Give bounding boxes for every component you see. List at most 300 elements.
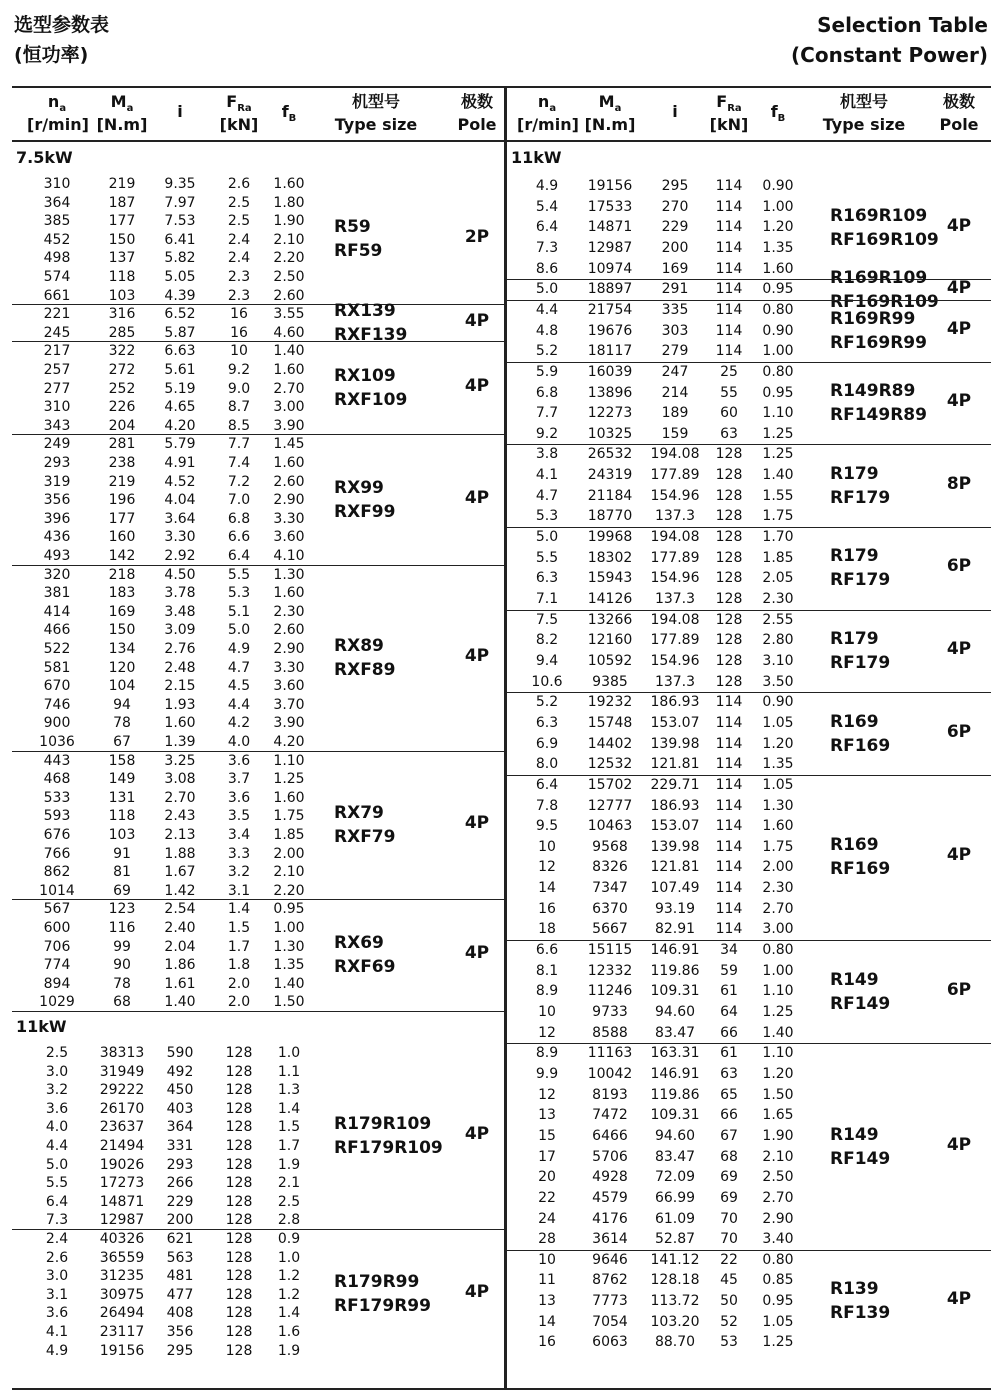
- cell-fra: 5.1: [227, 603, 251, 620]
- type-size-name: RF169R109: [830, 291, 939, 312]
- cell-fra: 7.4: [227, 455, 251, 471]
- cell-fra: 128: [715, 591, 743, 607]
- cell-i: 5.79: [164, 436, 196, 453]
- cell-na: 1014: [39, 882, 75, 899]
- cell-fb: 1.4: [277, 1100, 301, 1117]
- cell-fra: 114: [715, 735, 743, 752]
- cell-fra: 59: [720, 962, 738, 979]
- cell-fra: 128: [225, 1175, 253, 1192]
- type-size-name: R169: [830, 835, 879, 856]
- cell-na: 533: [43, 789, 71, 806]
- type-size-name: R139: [830, 1279, 879, 1300]
- cell-ma: 238: [108, 455, 136, 471]
- cell-fb: 0.80: [762, 301, 794, 318]
- cell-ma: 149: [108, 771, 136, 788]
- pole-cell: 6P: [946, 556, 972, 577]
- cell-i: 2.15: [164, 678, 196, 695]
- header-i-letter: i: [672, 102, 678, 121]
- cell-ma: 12987: [587, 239, 633, 256]
- cell-ma: 26494: [99, 1305, 145, 1322]
- cell-ma: 31949: [99, 1063, 145, 1080]
- cell-i: 137.3: [654, 508, 696, 525]
- cell-fra: 2.5: [227, 213, 251, 230]
- cell-i: 139.98: [650, 838, 700, 855]
- header-na: [517, 88, 577, 140]
- header-fra-subscript: Ra: [237, 103, 252, 115]
- type-size-name: RF179: [830, 570, 891, 591]
- cell-ma: 21494: [99, 1138, 145, 1154]
- header-fb: [748, 88, 808, 140]
- header-na-unit: [r/min]: [517, 115, 579, 134]
- cell-ma: 118: [108, 808, 136, 825]
- cell-i: 9.35: [164, 176, 196, 192]
- cell-fra: 4.5: [227, 678, 251, 695]
- cell-fb: 3.30: [273, 659, 305, 676]
- cell-ma: 9646: [592, 1251, 628, 1268]
- header-na-unit: [r/min]: [27, 115, 89, 134]
- header-na-subscript: a: [549, 103, 557, 115]
- cell-na: 522: [43, 641, 71, 657]
- cell-na: 4.0: [45, 1119, 69, 1136]
- header-pole-cn: 极数: [460, 92, 493, 111]
- cell-na: 1036: [39, 734, 75, 750]
- cell-ma: 4928: [592, 1169, 628, 1186]
- left-table: [12, 86, 506, 1390]
- cell-fb: 0.90: [762, 694, 794, 711]
- cell-fb: 2.90: [273, 641, 305, 657]
- pole-cell: 2P: [464, 227, 490, 248]
- header-ma-subscript: a: [614, 103, 622, 115]
- cell-fb: 1.05: [762, 714, 794, 731]
- cell-i: 1.93: [164, 696, 196, 713]
- cell-i: 279: [661, 343, 689, 360]
- cell-na: 13: [538, 1107, 556, 1124]
- cell-fb: 0.80: [762, 942, 794, 959]
- cell-i: 2.40: [164, 920, 196, 936]
- cell-ma: 7472: [592, 1107, 628, 1124]
- type-size-name: R149R89: [830, 381, 916, 402]
- cell-fra: 128: [225, 1138, 253, 1154]
- cell-ma: 219: [108, 473, 136, 490]
- cell-na: 468: [43, 771, 71, 788]
- cell-fra: 128: [225, 1119, 253, 1136]
- cell-na: 676: [43, 827, 71, 843]
- cell-fb: 0.95: [762, 1293, 794, 1310]
- cell-ma: 10592: [587, 652, 633, 669]
- cell-na: 414: [43, 603, 71, 620]
- cell-na: 10: [538, 1251, 556, 1268]
- cell-i: 2.92: [164, 548, 196, 564]
- cell-i: 186.93: [650, 797, 700, 814]
- cell-fra: 66: [720, 1107, 738, 1124]
- cell-ma: 196: [108, 492, 136, 509]
- cell-fra: 114: [715, 694, 743, 711]
- cell-fb: 1.10: [762, 1045, 794, 1062]
- cell-fra: 10: [230, 343, 248, 360]
- cell-i: 6.63: [164, 343, 196, 360]
- header-i-symbol: [645, 102, 705, 122]
- cell-fra: 128: [715, 467, 743, 484]
- cell-i: 139.98: [650, 735, 700, 752]
- cell-na: 385: [43, 213, 71, 230]
- type-size-cell: [830, 379, 927, 427]
- cell-fb: 2.60: [273, 473, 305, 490]
- cell-ma: 14402: [587, 735, 633, 752]
- cell-na: 4.9: [535, 178, 559, 194]
- cell-na: 3.0: [45, 1268, 69, 1285]
- cell-i: 7.53: [164, 213, 196, 230]
- cell-na: 498: [43, 250, 71, 267]
- cell-fra: 9.0: [227, 380, 251, 397]
- type-size-name: R179: [830, 628, 879, 649]
- cell-fb: 2.90: [273, 492, 305, 509]
- cell-fb: 2.30: [273, 603, 305, 620]
- cell-ma: 13266: [587, 611, 633, 628]
- cell-fra: 5.3: [227, 585, 251, 602]
- cell-fb: 2.00: [762, 859, 794, 876]
- cell-na: 894: [43, 975, 71, 992]
- cell-fra: 128: [715, 652, 743, 669]
- cell-na: 22: [538, 1189, 556, 1206]
- cell-ma: 81: [113, 864, 131, 881]
- cell-i: 6.41: [164, 231, 196, 248]
- pole-cell: 4P: [946, 1289, 972, 1310]
- cell-fb: 1.10: [762, 983, 794, 1000]
- cell-na: 9.4: [535, 652, 559, 669]
- cell-fra: 2.5: [227, 194, 251, 211]
- cell-na: 343: [43, 417, 71, 434]
- cell-na: 4.4: [535, 301, 559, 318]
- cell-i: 83.47: [654, 1024, 696, 1041]
- type-size-name: RF179: [830, 652, 891, 673]
- cell-na: 17: [538, 1148, 556, 1165]
- header-fb-letter: f: [770, 102, 778, 121]
- cell-na: 8.9: [535, 1045, 559, 1062]
- cell-i: 146.91: [650, 1065, 700, 1082]
- type-size-name: RXF69: [334, 957, 396, 978]
- cell-ma: 40326: [99, 1231, 145, 1247]
- pole-cell: 8P: [946, 473, 972, 494]
- header-i-symbol: [150, 102, 210, 122]
- cell-fra: 114: [715, 343, 743, 360]
- cell-i: 303: [661, 322, 689, 339]
- cell-fra: 114: [715, 797, 743, 814]
- cell-fra: 3.3: [227, 845, 251, 862]
- cell-ma: 158: [108, 752, 136, 769]
- type-size-name: RXF79: [334, 827, 396, 847]
- cell-i: 4.52: [164, 473, 196, 490]
- cell-na: 396: [43, 510, 71, 527]
- cell-fra: 114: [715, 838, 743, 855]
- cell-ma: 23117: [99, 1324, 145, 1340]
- cell-ma: 9385: [592, 673, 628, 690]
- type-size-name: RXF89: [334, 659, 396, 680]
- cell-fb: 2.60: [273, 287, 305, 304]
- cell-ma: 12532: [587, 756, 633, 773]
- cell-ma: 226: [108, 399, 136, 416]
- cell-na: 12: [538, 859, 556, 876]
- cell-fb: 1.05: [762, 1313, 794, 1330]
- cell-na: 8.9: [535, 983, 559, 1000]
- type-size-cell: [334, 215, 382, 263]
- cell-fra: 2.0: [227, 975, 251, 992]
- cell-i: 94.60: [654, 1004, 696, 1020]
- cell-i: 200: [166, 1212, 194, 1229]
- type-size-cell: [830, 1277, 890, 1325]
- cell-ma: 6370: [592, 900, 628, 917]
- cell-ma: 18897: [587, 281, 633, 298]
- type-size-name: RF169: [830, 859, 891, 880]
- cell-na: 13: [538, 1293, 556, 1310]
- header-ma-unit: [N.m]: [96, 115, 148, 134]
- cell-fra: 3.2: [227, 864, 251, 881]
- cell-i: 3.48: [164, 603, 196, 620]
- cell-na: 900: [43, 715, 71, 732]
- cell-fra: 128: [715, 632, 743, 649]
- type-size-name: RX109: [334, 365, 396, 386]
- cell-na: 746: [43, 696, 71, 713]
- cell-na: 2.4: [45, 1231, 69, 1247]
- type-size-name: RF179R99: [334, 1296, 431, 1317]
- cell-i: 621: [166, 1231, 194, 1247]
- cell-fra: 52: [720, 1313, 738, 1330]
- cell-i: 295: [661, 178, 689, 194]
- type-size-name: R59: [334, 217, 371, 238]
- type-size-name: RF169R99: [830, 332, 927, 353]
- cell-fra: 61: [720, 983, 738, 1000]
- cell-na: 6.3: [535, 714, 559, 731]
- cell-ma: 281: [108, 436, 136, 453]
- cell-fra: 128: [225, 1286, 253, 1303]
- cell-na: 436: [43, 529, 71, 546]
- type-size-name: RF139: [830, 1303, 891, 1324]
- cell-i: 72.09: [654, 1169, 696, 1186]
- cell-i: 403: [166, 1100, 194, 1117]
- cell-ma: 18302: [587, 549, 633, 566]
- cell-fra: 7.0: [227, 492, 251, 509]
- cell-fra: 63: [720, 425, 738, 442]
- cell-fb: 1.2: [277, 1286, 301, 1303]
- type-size-cell: [830, 462, 890, 510]
- cell-i: 146.91: [650, 942, 700, 959]
- cell-ma: 8588: [592, 1024, 628, 1041]
- cell-fb: 1.85: [762, 549, 794, 566]
- cell-na: 6.9: [535, 735, 559, 752]
- cell-fb: 2.70: [762, 1189, 794, 1206]
- cell-na: 581: [43, 659, 71, 676]
- header-type-size: [809, 88, 919, 140]
- cell-fra: 3.1: [227, 882, 251, 899]
- cell-fb: 1.00: [762, 962, 794, 979]
- cell-ma: 21184: [587, 487, 633, 504]
- cell-i: 291: [661, 281, 689, 298]
- cell-ma: 9568: [592, 838, 628, 855]
- cell-ma: 103: [108, 287, 136, 304]
- cell-na: 12: [538, 1086, 556, 1103]
- cell-ma: 17273: [99, 1175, 145, 1192]
- cell-i: 3.78: [164, 585, 196, 602]
- cell-ma: 322: [108, 343, 136, 360]
- cell-na: 310: [43, 399, 71, 416]
- pole-cell: 4P: [946, 277, 972, 298]
- cell-ma: 15943: [587, 570, 633, 587]
- cell-fra: 5.5: [227, 566, 251, 583]
- cell-fb: 1.25: [762, 425, 794, 442]
- pole-cell: 4P: [464, 375, 490, 396]
- section-divider: [12, 1011, 504, 1012]
- cell-i: 154.96: [650, 570, 700, 587]
- cell-fb: 2.60: [273, 622, 305, 639]
- cell-fb: 1.10: [273, 752, 305, 769]
- header-ma-letter: M: [110, 92, 127, 111]
- cell-na: 28: [538, 1231, 556, 1248]
- cell-fb: 1.9: [277, 1156, 301, 1173]
- cell-fb: 2.10: [273, 231, 305, 248]
- cell-i: 214: [661, 384, 689, 401]
- cell-i: 3.09: [164, 622, 196, 639]
- cell-fb: 1.00: [762, 343, 794, 360]
- type-size-cell: [334, 1270, 431, 1318]
- cell-fra: 4.0: [227, 734, 251, 750]
- cell-fb: 1.7: [277, 1138, 301, 1154]
- cell-na: 5.3: [535, 508, 559, 525]
- cell-na: 7.1: [535, 591, 559, 607]
- cell-fb: 1.5: [277, 1119, 301, 1136]
- cell-na: 8.6: [535, 260, 559, 277]
- type-size-name: R169: [830, 711, 879, 732]
- header-ma-subscript: a: [126, 103, 134, 115]
- cell-na: 20: [538, 1169, 556, 1186]
- type-size-name: RX139: [334, 300, 396, 321]
- cell-ma: 10463: [587, 818, 633, 835]
- cell-na: 466: [43, 622, 71, 639]
- cell-fb: 1.4: [277, 1305, 301, 1322]
- cell-fb: 1.1: [277, 1063, 301, 1080]
- cell-i: 61.09: [654, 1210, 696, 1227]
- cell-na: 221: [43, 306, 71, 323]
- cell-ma: 219: [108, 176, 136, 192]
- header-fra-letter: F: [716, 92, 728, 111]
- cell-fb: 1.60: [273, 455, 305, 471]
- cell-i: 492: [166, 1063, 194, 1080]
- cell-fb: 2.55: [762, 611, 794, 628]
- cell-ma: 10042: [587, 1065, 633, 1082]
- cell-na: 706: [43, 938, 71, 955]
- cell-fra: 6.4: [227, 548, 251, 564]
- cell-i: 93.19: [654, 900, 696, 917]
- cell-fb: 1.35: [762, 239, 794, 256]
- cell-ma: 142: [108, 548, 136, 564]
- cell-fra: 2.0: [227, 994, 251, 1011]
- cell-fra: 1.4: [227, 901, 251, 918]
- cell-i: 590: [166, 1045, 194, 1061]
- cell-i: 154.96: [650, 487, 700, 504]
- cell-fra: 128: [715, 529, 743, 546]
- pole-cell: 6P: [946, 721, 972, 742]
- cell-i: 450: [166, 1082, 194, 1099]
- cell-ma: 160: [108, 529, 136, 546]
- cell-i: 177.89: [650, 467, 700, 484]
- cell-fra: 128: [715, 611, 743, 628]
- cell-ma: 30975: [99, 1286, 145, 1303]
- header-fra-subscript: Ra: [727, 103, 742, 115]
- cell-fra: 128: [225, 1249, 253, 1266]
- cell-na: 249: [43, 436, 71, 453]
- cell-fra: 4.9: [227, 641, 251, 657]
- cell-i: 169: [661, 260, 689, 277]
- cell-na: 18: [538, 921, 556, 938]
- cell-fb: 1.30: [762, 797, 794, 814]
- cell-fra: 128: [225, 1100, 253, 1117]
- header-pole-en: Pole: [457, 115, 497, 134]
- cell-fb: 1.25: [762, 446, 794, 463]
- cell-na: 3.8: [535, 446, 559, 463]
- cell-fb: 1.25: [762, 1004, 794, 1020]
- cell-fra: 67: [720, 1127, 738, 1144]
- cell-na: 6.6: [535, 942, 559, 959]
- type-size-cell: [830, 833, 890, 881]
- header-ma: [580, 88, 640, 140]
- cell-fb: 1.0: [277, 1045, 301, 1061]
- cell-fra: 114: [715, 239, 743, 256]
- cell-fb: 4.20: [273, 734, 305, 750]
- cell-ma: 19232: [587, 694, 633, 711]
- cell-fra: 4.2: [227, 715, 251, 732]
- cell-ma: 18117: [587, 343, 633, 360]
- cell-fra: 114: [715, 178, 743, 194]
- cell-fra: 25: [720, 363, 738, 380]
- cell-i: 189: [661, 405, 689, 422]
- cell-fb: 3.60: [273, 529, 305, 546]
- cell-i: 229: [166, 1193, 194, 1210]
- header-fb-subscript: B: [288, 113, 297, 125]
- type-size-name: RX69: [334, 933, 384, 954]
- cell-fb: 1.20: [762, 219, 794, 236]
- type-size-cell: [334, 299, 407, 347]
- cell-fra: 114: [715, 301, 743, 318]
- cell-fb: 1.3: [277, 1082, 301, 1099]
- cell-fb: 2.50: [273, 269, 305, 285]
- title-en-line2: (Constant Power): [791, 43, 988, 67]
- cell-fra: 114: [715, 859, 743, 876]
- cell-fb: 1.65: [762, 1107, 794, 1124]
- cell-na: 24: [538, 1210, 556, 1227]
- header-type-cn: 机型号: [839, 92, 888, 111]
- cell-ma: 15702: [587, 776, 633, 793]
- cell-ma: 5706: [592, 1148, 628, 1165]
- type-size-name: R149: [830, 1124, 879, 1145]
- cell-na: 5.5: [535, 549, 559, 566]
- type-size-cell: [830, 710, 890, 758]
- cell-na: 7.3: [45, 1212, 69, 1229]
- cell-fra: 128: [715, 508, 743, 525]
- cell-i: 121.81: [650, 756, 700, 773]
- cell-i: 563: [166, 1249, 194, 1266]
- cell-fra: 34: [720, 942, 738, 959]
- type-size-name: RXF99: [334, 501, 396, 522]
- type-size-cell: [334, 634, 395, 682]
- type-size-cell: [334, 1112, 443, 1160]
- cell-ma: 7347: [592, 880, 628, 897]
- title-cn-line1: 选型参数表: [14, 14, 110, 36]
- cell-ma: 11246: [587, 983, 633, 1000]
- cell-i: 2.48: [164, 659, 196, 676]
- cell-fb: 0.9: [277, 1231, 301, 1247]
- cell-i: 2.70: [164, 789, 196, 806]
- cell-fb: 2.5: [277, 1193, 301, 1210]
- cell-fb: 1.40: [762, 1024, 794, 1041]
- type-size-cell: [830, 1123, 890, 1171]
